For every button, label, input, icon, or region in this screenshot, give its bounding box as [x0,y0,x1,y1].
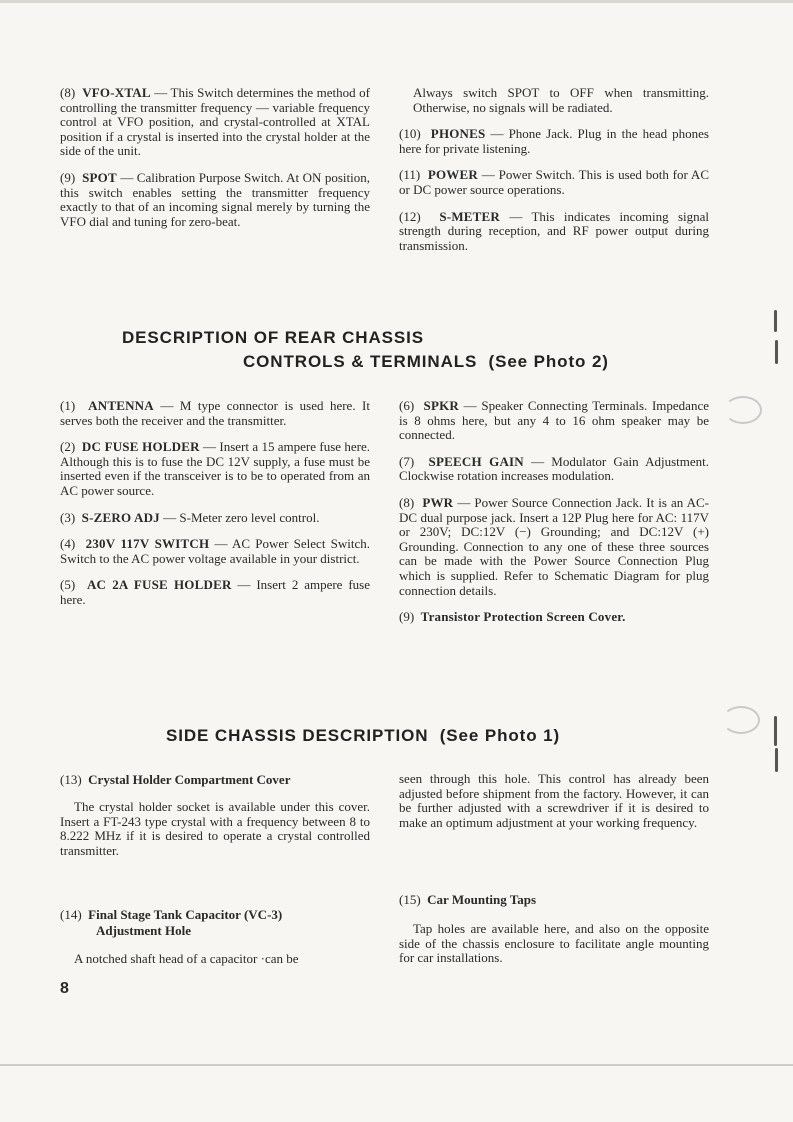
item-spot: (9) SPOT — Calibration Purpose Switch. At ON position, this switch enables setting the transmitter frequency exactly to that of an incoming signal merely by turning the VFO dial and tuning for zero-beat. [60,169,370,229]
item-antenna: (1) ANTENNA — M type connector is used here. It serves both the receiver and the transmitter. [60,398,370,428]
item-s-zero-adj: (3) S-ZERO ADJ — S-Meter zero level control. [60,509,320,525]
item-spkr: (6) SPKR — Speaker Connecting Terminals. Impedance is 8 ohms here, but any 4 to 16 ohm speaker may be connected. [399,398,709,443]
binder-clip-3 [774,716,777,746]
item-pwr: (8) PWR — Power Source Connection Jack. It is an AC-DC dual purpose jack. Insert a 12P Plug here for AC: 117V or 230V; DC:12V (−) Grounding; and DC:12V (+) Grounding. Connection to any one of these three sources can be made with the Power Source Connection Plug which is supplied. Refer to Schematic Diagram for plug connection details. [399,494,710,598]
spot-note: Always switch SPOT to OFF when transmitting. Otherwise, no signals will be radiated. [413,85,709,115]
item-ac-fuse-holder: (5) AC 2A FUSE HOLDER — Insert 2 ampere fuse here. [60,577,371,607]
rear-left-column [60,399,370,620]
item-power: (11) POWER — Power Switch. This is used both for AC or DC power source operations. [399,167,709,197]
item-s-meter: (12) S-METER — This indicates incoming signal strength during reception, and RF power output during transmission. [399,208,709,253]
front-right-column [399,86,709,265]
item-dc-fuse-holder: (2) DC FUSE HOLDER — Insert a 15 ampere fuse here. Although this is to fuse the DC 12V supply, a fuse must be inserted even if the transceiver is to be to operated from an AC power source. [60,439,370,498]
bottom-edge-rule [0,1064,793,1066]
item15-title: (15) Car Mounting Taps [399,892,537,907]
item-voltage-switch: (4) 230V 117V SWITCH — AC Power Select Switch. Switch to the AC power voltage available in your district. [60,536,371,566]
rear-right-column [399,399,709,637]
top-edge-rule [0,0,793,3]
binder-clip-4 [775,748,778,772]
binder-clip-2 [775,340,778,364]
binder-clip-1 [774,310,777,332]
item-screen-cover: (9) Transistor Protection Screen Cover. [399,609,626,625]
rear-heading-line1: DESCRIPTION OF REAR CHASSIS [122,328,424,347]
item-speech-gain: (7) SPEECH GAIN — Modulator Gain Adjustment. Clockwise rotation increases modulation. [399,453,709,484]
side-heading: SIDE CHASSIS DESCRIPTION (See Photo 1) [166,726,561,745]
item15-body: Tap holes are available here, and also on the opposite side of the chassis enclosure to facilitate angle mounting for car installations. [399,921,709,966]
binder-hole-lower [722,706,760,734]
rear-photo-ref: (See Photo 2) [488,352,609,371]
front-left-column [60,86,370,241]
item-phones: (10) PHONES — Phone Jack. Plug in the head phones here for private listening. [399,126,709,156]
item13-body: The crystal holder socket is available under this cover. Insert a FT-243 type crystal with a frequency between 8 to 8.222 MHz if it is desired to operate a crystal controlled transmitter. [60,799,370,858]
item13-title: (13) Crystal Holder Compartment Cover [60,772,291,787]
side-photo-ref: (See Photo 1) [439,726,561,745]
item14-body: A notched shaft head of a capacitor ·can be [74,951,299,966]
item14-body-continued: seen through this hole. This control has already been adjusted before shipment from the factory. However, it can be further adjusted with a screwdriver if it is desired to make an optimum adjustment at your working frequency. [399,771,709,830]
item-vfo-xtal: (8) VFO-XTAL — This Switch determines the method of controlling the transmitter frequency — variable frequency control at VFO position, and crystal-controlled at XTAL position if a crystal is inserted into the crystal holder at the side of the unit. [60,85,370,159]
binder-hole-upper [724,396,762,424]
item14-title: (14) Final Stage Tank Capacitor (VC-3) Adjustment Hole [60,907,283,938]
page-number: 8 [60,980,69,997]
rear-heading-line2: CONTROLS & TERMINALS (See Photo 2) [243,352,609,371]
